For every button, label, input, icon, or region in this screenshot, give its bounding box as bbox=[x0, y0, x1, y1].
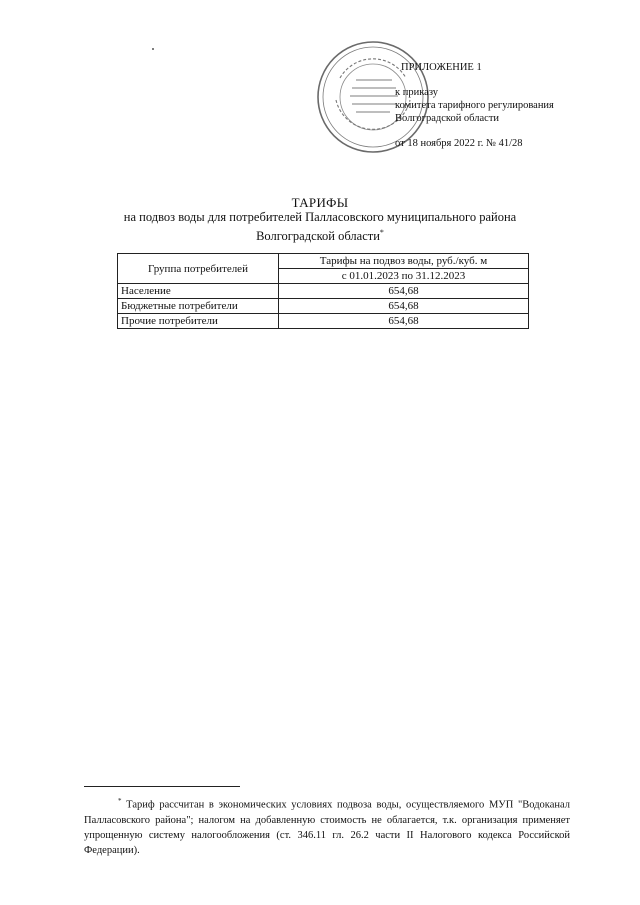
table-row bbox=[118, 314, 529, 329]
table-header-row bbox=[118, 254, 529, 269]
footnote-divider bbox=[84, 786, 240, 787]
title-region-text: Волгоградской области bbox=[256, 229, 380, 244]
appendix-title: ПРИЛОЖЕНИЕ 1 bbox=[401, 62, 482, 73]
title-region bbox=[100, 225, 540, 244]
document-title bbox=[100, 195, 540, 244]
footnote bbox=[84, 794, 570, 858]
footnote-text: Тариф рассчитан в экономических условиях подвоза воды, осуществляемого МУП "Водоканал Палласовского района"; налогом на добавленную стоимость не облагается, т.к. организация применяет упрощенную систему налогообложения (ст. 346.11 гл. 26.2 части II Налогового кодекса Российской Федерации). bbox=[84, 799, 570, 856]
column-header-group: Группа потребителей bbox=[118, 254, 279, 284]
row-value-budget: 654,68 bbox=[279, 299, 529, 314]
column-header-tariff: Тарифы на подвоз воды, руб./куб. м bbox=[279, 254, 529, 269]
committee-name: комитета тарифного регулирования bbox=[395, 100, 554, 111]
title-subject: на подвоз воды для потребителей Палласовского муниципального района bbox=[123, 210, 517, 224]
row-group-other: Прочие потребители bbox=[118, 314, 279, 329]
order-date-number: от 18 ноября 2022 г. № 41/28 bbox=[395, 138, 523, 149]
row-group-budget: Бюджетные потребители bbox=[118, 299, 279, 314]
table-row bbox=[118, 299, 529, 314]
scan-speck bbox=[152, 48, 154, 50]
title-footnote-mark: * bbox=[379, 228, 384, 237]
footnote-mark: * bbox=[118, 797, 122, 805]
column-header-period: с 01.01.2023 по 31.12.2023 bbox=[279, 269, 529, 284]
region-name: Волгоградской области bbox=[395, 113, 500, 124]
tariff-table bbox=[117, 253, 529, 329]
row-value-population: 654,68 bbox=[279, 284, 529, 299]
table-row bbox=[118, 284, 529, 299]
title-main: ТАРИФЫ bbox=[291, 195, 349, 210]
row-value-other: 654,68 bbox=[279, 314, 529, 329]
order-reference: к приказу bbox=[395, 87, 438, 98]
row-group-population: Население bbox=[118, 284, 279, 299]
